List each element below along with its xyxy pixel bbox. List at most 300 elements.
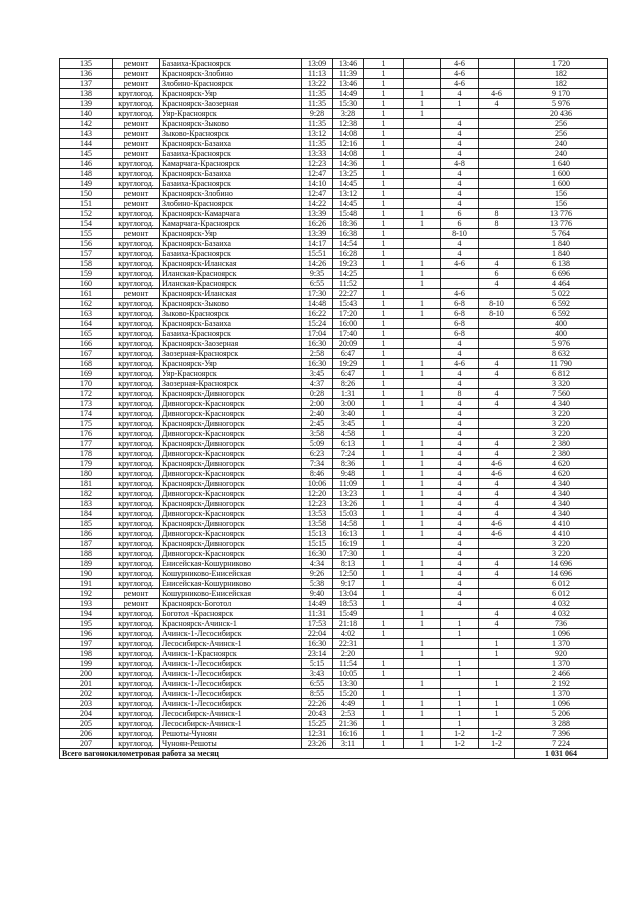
cell-arrival-time: 21:36 [333,719,364,729]
cell-cars-a: 4 [441,409,479,419]
cell-cars-a: 4 [441,189,479,199]
cell-count-b [404,349,441,359]
cell-departure-time: 15:25 [302,719,333,729]
cell-arrival-time: 3:11 [333,739,364,749]
cell-row-number: 135 [60,59,113,69]
cell-cars-b: 4 [479,99,515,109]
cell-cars-a: 4 [441,429,479,439]
cell-season: круглогод. [113,349,160,359]
cell-count-a: 1 [364,579,404,589]
cell-count-b: 1 [404,109,441,119]
cell-season: круглогод. [113,429,160,439]
cell-departure-time: 22:26 [302,699,333,709]
cell-cars-b: 4 [479,509,515,519]
cell-row-number: 165 [60,329,113,339]
cell-cars-b [479,169,515,179]
table-row [60,439,608,449]
table-row [60,579,608,589]
cell-count-b: 1 [404,489,441,499]
cell-season: круглогод. [113,679,160,689]
cell-count-a: 1 [364,589,404,599]
cell-season: ремонт [113,599,160,609]
cell-route: Дивногорск-Красноярск [160,489,302,499]
cell-count-b: 1 [404,389,441,399]
cell-count-a: 1 [364,59,404,69]
cell-cars-b [479,159,515,169]
cell-count-a: 1 [364,99,404,109]
cell-arrival-time: 11:52 [333,279,364,289]
cell-cars-a: 4 [441,479,479,489]
cell-arrival-time: 14:45 [333,179,364,189]
table-row [60,429,608,439]
cell-season: ремонт [113,119,160,129]
cell-cars-b: 6 [479,269,515,279]
cell-cars-a: 4 [441,129,479,139]
cell-arrival-time: 14:54 [333,239,364,249]
cell-arrival-time: 15:03 [333,509,364,519]
cell-cars-b: 1 [479,679,515,689]
cell-count-a: 1 [364,329,404,339]
cell-row-number: 188 [60,549,113,559]
cell-cars-b: 4-6 [479,529,515,539]
cell-route: Красноярск-Зыково [160,299,302,309]
cell-route: Красноярск-Злобино [160,69,302,79]
cell-route: Зыково-Красноярск [160,129,302,139]
cell-cars-a: 4 [441,169,479,179]
cell-departure-time: 4:34 [302,559,333,569]
cell-cars-b [479,199,515,209]
cell-arrival-time: 10:05 [333,669,364,679]
cell-cars-a [441,639,479,649]
cell-route: Дивногорск-Красноярск [160,449,302,459]
cell-arrival-time: 13:04 [333,589,364,599]
cell-season: круглогод. [113,169,160,179]
cell-car-km: 1 640 [515,159,608,169]
cell-departure-time: 13:53 [302,509,333,519]
cell-count-b [404,659,441,669]
cell-route: Решоты-Чуноян [160,729,302,739]
cell-departure-time: 5:38 [302,579,333,589]
cell-count-b [404,629,441,639]
cell-season: круглогод. [113,419,160,429]
cell-route: Базаиха-Красноярск [160,149,302,159]
cell-departure-time: 0:28 [302,389,333,399]
cell-departure-time: 9:28 [302,109,333,119]
table-row [60,669,608,679]
cell-count-b [404,189,441,199]
table-row [60,509,608,519]
cell-route: Дивногорск-Красноярск [160,399,302,409]
cell-count-a: 1 [364,209,404,219]
cell-season: ремонт [113,149,160,159]
cell-departure-time: 8:55 [302,689,333,699]
cell-car-km: 240 [515,149,608,159]
cell-season: круглогод. [113,529,160,539]
cell-cars-b [479,379,515,389]
cell-car-km: 736 [515,619,608,629]
cell-departure-time: 16:30 [302,359,333,369]
cell-cars-b [479,579,515,589]
cell-cars-a: 4 [441,449,479,459]
cell-count-b: 1 [404,359,441,369]
cell-cars-a: 4 [441,569,479,579]
cell-season: ремонт [113,229,160,239]
table-row [60,139,608,149]
cell-cars-a: 4 [441,119,479,129]
table-row [60,69,608,79]
cell-count-b: 1 [404,449,441,459]
cell-route: Базаиха-Красноярск [160,329,302,339]
table-body [60,59,608,749]
cell-row-number: 179 [60,459,113,469]
cell-route: Иланская-Красноярск [160,279,302,289]
cell-count-a: 1 [364,529,404,539]
cell-season: круглогод. [113,389,160,399]
cell-departure-time: 9:40 [302,589,333,599]
cell-count-b [404,79,441,89]
cell-cars-b [479,329,515,339]
cell-row-number: 173 [60,399,113,409]
cell-season: ремонт [113,189,160,199]
cell-cars-a: 1 [441,669,479,679]
cell-row-number: 169 [60,369,113,379]
cell-car-km: 9 170 [515,89,608,99]
cell-count-b [404,229,441,239]
table-row [60,609,608,619]
cell-row-number: 180 [60,469,113,479]
cell-departure-time: 9:26 [302,569,333,579]
cell-count-a [364,649,404,659]
cell-season: круглогод. [113,219,160,229]
table-row [60,279,608,289]
cell-route: Лесосибирск-Ачинск-1 [160,709,302,719]
table-row [60,379,608,389]
cell-car-km: 1 840 [515,239,608,249]
cell-car-km: 11 790 [515,359,608,369]
cell-route: Красноярск-Заозерная [160,99,302,109]
cell-count-b [404,179,441,189]
cell-count-b [404,429,441,439]
table-row [60,469,608,479]
cell-season: круглогод. [113,329,160,339]
table-row [60,359,608,369]
cell-arrival-time: 12:38 [333,119,364,129]
cell-cars-b: 4 [479,489,515,499]
cell-car-km: 2 192 [515,679,608,689]
cell-departure-time: 2:00 [302,399,333,409]
cell-count-a [364,639,404,649]
cell-departure-time: 17:04 [302,329,333,339]
cell-season: круглогод. [113,709,160,719]
cell-route: Кошурниково-Енисейская [160,589,302,599]
cell-route: Красноярск-Уяр [160,229,302,239]
table-row [60,219,608,229]
cell-route: Красноярск-Дивногорск [160,519,302,529]
cell-cars-b [479,249,515,259]
cell-car-km: 3 220 [515,429,608,439]
cell-count-a: 1 [364,719,404,729]
cell-cars-a [441,279,479,289]
table-row [60,249,608,259]
cell-cars-b: 4 [479,609,515,619]
cell-season: ремонт [113,59,160,69]
cell-count-b: 1 [404,699,441,709]
cell-car-km: 6 138 [515,259,608,269]
cell-count-b [404,589,441,599]
cell-count-b: 1 [404,619,441,629]
cell-count-a: 1 [364,469,404,479]
cell-cars-b [479,109,515,119]
cell-count-a: 1 [364,549,404,559]
cell-cars-b [479,549,515,559]
cell-cars-b: 8-10 [479,299,515,309]
cell-route: Красноярск-Боготол [160,599,302,609]
cell-car-km: 8 632 [515,349,608,359]
cell-row-number: 154 [60,219,113,229]
cell-count-a: 1 [364,389,404,399]
cell-route: Зыково-Красноярск [160,309,302,319]
cell-cars-b [479,319,515,329]
cell-count-a: 1 [364,709,404,719]
cell-cars-b [479,589,515,599]
cell-cars-b: 4 [479,369,515,379]
cell-departure-time: 16:30 [302,639,333,649]
cell-departure-time: 3:45 [302,369,333,379]
cell-cars-a: 4 [441,199,479,209]
cell-cars-b: 4 [479,399,515,409]
cell-season: ремонт [113,129,160,139]
cell-count-b: 1 [404,649,441,659]
cell-cars-b: 1 [479,639,515,649]
cell-count-a: 1 [364,629,404,639]
cell-row-number: 206 [60,729,113,739]
cell-car-km: 20 436 [515,109,608,119]
cell-route: Ачинск-1-Лесосибирск [160,669,302,679]
cell-car-km: 3 220 [515,409,608,419]
cell-cars-a: 4 [441,149,479,159]
cell-count-a: 1 [364,499,404,509]
cell-count-a: 1 [364,399,404,409]
cell-season: круглогод. [113,609,160,619]
cell-route: Базаиха-Красноярск [160,179,302,189]
table-row [60,699,608,709]
cell-count-a: 1 [364,189,404,199]
cell-season: ремонт [113,139,160,149]
table-row [60,399,608,409]
cell-car-km: 4 620 [515,459,608,469]
cell-season: круглогод. [113,379,160,389]
cell-count-b: 1 [404,299,441,309]
cell-count-a: 1 [364,519,404,529]
cell-arrival-time: 14:08 [333,149,364,159]
cell-count-a: 1 [364,739,404,749]
cell-car-km: 4 032 [515,599,608,609]
cell-season: круглогод. [113,179,160,189]
cell-season: ремонт [113,289,160,299]
cell-row-number: 156 [60,239,113,249]
cell-cars-b [479,69,515,79]
cell-cars-a: 4 [441,469,479,479]
cell-arrival-time: 3:45 [333,419,364,429]
table-row [60,689,608,699]
cell-count-a: 1 [364,419,404,429]
cell-route: Злобино-Красноярск [160,79,302,89]
cell-row-number: 162 [60,299,113,309]
table-row [60,719,608,729]
cell-row-number: 160 [60,279,113,289]
cell-cars-b: 4 [479,479,515,489]
cell-season: круглогод. [113,399,160,409]
cell-cars-a: 6-8 [441,319,479,329]
cell-route: Дивногорск-Красноярск [160,549,302,559]
cell-row-number: 192 [60,589,113,599]
cell-cars-b [479,119,515,129]
cell-season: круглогод. [113,319,160,329]
cell-departure-time: 12:23 [302,499,333,509]
cell-arrival-time: 17:20 [333,309,364,319]
cell-route: Ачинск-1-Лесосибирск [160,679,302,689]
cell-season: круглогод. [113,479,160,489]
cell-arrival-time: 9:48 [333,469,364,479]
cell-count-a: 1 [364,669,404,679]
cell-car-km: 4 340 [515,479,608,489]
cell-departure-time: 6:55 [302,679,333,689]
cell-car-km: 4 340 [515,489,608,499]
cell-count-b: 1 [404,499,441,509]
cell-row-number: 176 [60,429,113,439]
cell-departure-time: 15:15 [302,539,333,549]
cell-cars-a [441,109,479,119]
cell-route: Красноярск-Базаиха [160,169,302,179]
cell-departure-time: 16:30 [302,339,333,349]
cell-route: Камарчага-Красноярск [160,159,302,169]
cell-count-b: 1 [404,209,441,219]
cell-count-a: 1 [364,119,404,129]
cell-season: круглогод. [113,259,160,269]
cell-cars-a: 6 [441,209,479,219]
cell-cars-b: 1 [479,709,515,719]
cell-season: круглогод. [113,279,160,289]
cell-arrival-time: 3:40 [333,409,364,419]
cell-cars-b [479,229,515,239]
cell-cars-b: 4 [479,279,515,289]
cell-cars-b: 4 [479,619,515,629]
cell-departure-time: 15:13 [302,529,333,539]
cell-route: Красноярск-Дивногорск [160,499,302,509]
cell-cars-b: 4 [479,569,515,579]
cell-cars-a: 4-6 [441,69,479,79]
cell-cars-b: 4 [479,559,515,569]
cell-season: круглогод. [113,299,160,309]
cell-cars-b [479,79,515,89]
cell-season: круглогод. [113,729,160,739]
table-row [60,259,608,269]
cell-count-a: 1 [364,449,404,459]
cell-count-b: 1 [404,469,441,479]
table-row [60,119,608,129]
cell-season: круглогод. [113,439,160,449]
cell-arrival-time: 2:20 [333,649,364,659]
cell-cars-b: 1 [479,649,515,659]
cell-count-a: 1 [364,539,404,549]
cell-arrival-time: 13:12 [333,189,364,199]
cell-count-b: 1 [404,569,441,579]
cell-car-km: 4 032 [515,609,608,619]
cell-route: Дивногорск-Красноярск [160,409,302,419]
cell-row-number: 183 [60,499,113,509]
cell-cars-b: 4 [479,439,515,449]
cell-count-a: 1 [364,359,404,369]
cell-cars-a: 1 [441,699,479,709]
cell-car-km: 256 [515,119,608,129]
cell-cars-b [479,149,515,159]
cell-cars-a: 4-6 [441,359,479,369]
table-row [60,129,608,139]
cell-car-km: 4 464 [515,279,608,289]
cell-season: круглогод. [113,269,160,279]
cell-cars-a [441,679,479,689]
cell-count-a: 1 [364,689,404,699]
cell-departure-time: 13:12 [302,129,333,139]
cell-row-number: 207 [60,739,113,749]
cell-departure-time: 3:43 [302,669,333,679]
cell-cars-a: 4 [441,369,479,379]
cell-car-km: 2 380 [515,439,608,449]
cell-season: ремонт [113,79,160,89]
table-row [60,329,608,339]
cell-row-number: 161 [60,289,113,299]
cell-season: круглогод. [113,469,160,479]
cell-count-a: 1 [364,479,404,489]
cell-row-number: 158 [60,259,113,269]
cell-count-a: 1 [364,129,404,139]
cell-arrival-time: 8:13 [333,559,364,569]
cell-row-number: 144 [60,139,113,149]
cell-row-number: 204 [60,709,113,719]
cell-arrival-time: 2:53 [333,709,364,719]
cell-count-b [404,579,441,589]
cell-car-km: 5 976 [515,339,608,349]
cell-row-number: 189 [60,559,113,569]
cell-car-km: 1 600 [515,169,608,179]
cell-count-a: 1 [364,429,404,439]
cell-count-b [404,119,441,129]
cell-count-b: 1 [404,99,441,109]
cell-count-b: 1 [404,439,441,449]
table-row [60,739,608,749]
cell-arrival-time: 11:54 [333,659,364,669]
cell-season: круглогод. [113,159,160,169]
cell-row-number: 194 [60,609,113,619]
cell-season: круглогод. [113,669,160,679]
cell-departure-time: 8:46 [302,469,333,479]
table-row [60,99,608,109]
cell-row-number: 190 [60,569,113,579]
cell-cars-a: 4 [441,509,479,519]
cell-cars-a: 8-10 [441,229,479,239]
cell-departure-time: 17:53 [302,619,333,629]
cell-cars-a: 4 [441,379,479,389]
cell-count-a: 1 [364,169,404,179]
table-row [60,419,608,429]
cell-cars-b: 4 [479,449,515,459]
cell-car-km: 1 096 [515,699,608,709]
cell-row-number: 201 [60,679,113,689]
cell-cars-a: 4 [441,89,479,99]
cell-arrival-time: 6:13 [333,439,364,449]
cell-count-a: 1 [364,349,404,359]
cell-count-b [404,689,441,699]
